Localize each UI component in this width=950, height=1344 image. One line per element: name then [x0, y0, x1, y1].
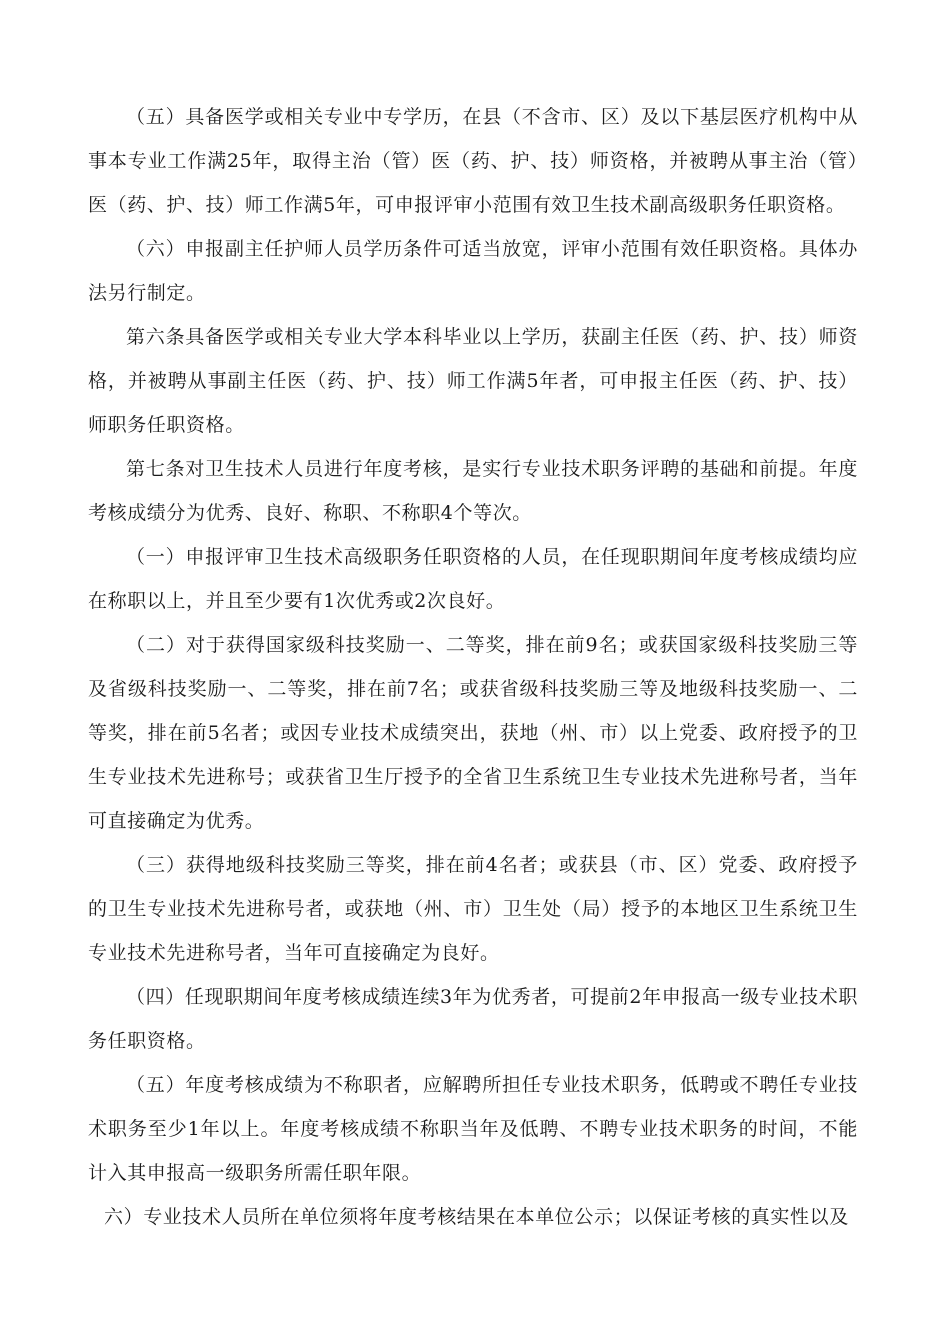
- paragraph-assessment-item-4: （四）任现职期间年度考核成绩连续3年为优秀者，可提前2年申报高一级专业技术职务任职资格。: [88, 986, 858, 1052]
- paragraph-assessment-item-1: （一）申报评审卫生技术高级职务任职资格的人员，在任现职期间年度考核成绩均应在称职以上，并且至少要有1次优秀或2次良好。: [88, 546, 858, 612]
- paragraph-article-7: 第七条对卫生技术人员进行年度考核，是实行专业技术职务评聘的基础和前提。年度考核成绩分为优秀、良好、称职、不称职4个等次。: [88, 458, 858, 524]
- paragraph-assessment-item-2: （二）对于获得国家级科技奖励一、二等奖，排在前9名；或获国家级科技奖励三等及省级科技奖励一、二等奖，排在前7名；或获省级科技奖励三等及地级科技奖励一、二等奖，排在前5名者；或因专业技术成绩突出，获地（州、市）以上党委、政府授予的卫生专业技术先进称号；或获省卫生厅授予的全省卫生系统卫生专业技术先进称号者，当年可直接确定为优秀。: [88, 634, 858, 832]
- paragraph-article-6: 第六条具备医学或相关专业大学本科毕业以上学历，获副主任医（药、护、技）师资格，并被聘从事副主任医（药、护、技）师工作满5年者，可申报主任医（药、护、技）师职务任职资格。: [88, 326, 858, 436]
- paragraph-assessment-item-5: （五）年度考核成绩为不称职者，应解聘所担任专业技术职务，低聘或不聘任专业技术职务至少1年以上。年度考核成绩不称职当年及低聘、不聘专业技术职务的时间，不能计入其申报高一级职务所需任职年限。: [88, 1074, 858, 1184]
- paragraph-item-6-nurse-qualification: （六）申报副主任护师人员学历条件可适当放宽，评审小范围有效任职资格。具体办法另行制定。: [88, 238, 858, 304]
- paragraph-assessment-item-3: （三）获得地级科技奖励三等奖，排在前4名者；或获县（市、区）党委、政府授予的卫生专业技术先进称号者，或获地（州、市）卫生处（局）授予的本地区卫生系统卫生专业技术先进称号者，当年可直接确定为良好。: [88, 854, 858, 964]
- paragraph-item-5-county-qualification: （五）具备医学或相关专业中专学历，在县（不含市、区）及以下基层医疗机构中从事本专业工作满25年，取得主治（管）医（药、护、技）师资格，并被聘从事主治（管）医（药、护、技）师工作满5年，可申报评审小范围有效卫生技术副高级职务任职资格。: [88, 106, 858, 216]
- paragraph-assessment-item-6: 六）专业技术人员所在单位须将年度考核结果在本单位公示；以保证考核的真实性以及: [104, 1206, 849, 1228]
